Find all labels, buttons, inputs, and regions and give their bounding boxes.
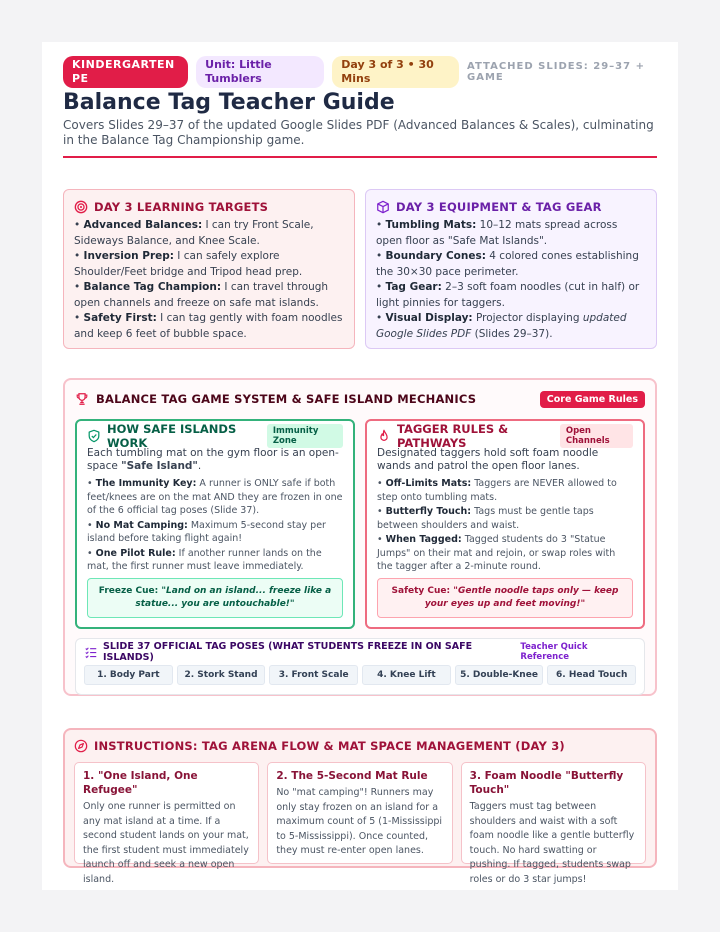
item-label: Advanced Balances: (83, 219, 203, 231)
pose-chip: 6. Head Touch (547, 665, 636, 685)
core-game-rules-button[interactable]: Core Game Rules (540, 391, 645, 408)
learning-targets-list (74, 218, 344, 342)
intro-text: Each tumbling mat on the gym floor is an open-space (87, 447, 339, 472)
list-item: • No Mat Camping: Maximum 5-second stay per island before taking flight again! (87, 519, 326, 544)
safety-cue (377, 578, 633, 618)
compass-icon (74, 739, 88, 753)
list-item: • Tag Gear: 2–3 soft foam noodles (cut in half) or light pinnies for taggers. (376, 281, 640, 309)
equipment-card (365, 189, 657, 349)
tagger-rules-panel (365, 419, 645, 629)
cue-text: "Gentle noodle taps only — keep your eyes up and feet moving!" (424, 586, 619, 609)
instruction-card (267, 762, 452, 864)
list-item: • Tumbling Mats: 10–12 mats spread across open floor as "Safe Mat Islands". (376, 219, 618, 247)
list-item: • The Immunity Key: A runner is ONLY safe if both feet/knees are on the mat AND they are frozen in one of the 6 official tag poses (Slide 37). (87, 478, 343, 516)
instructions-title: INSTRUCTIONS: TAG ARENA FLOW & MAT SPACE MANAGEMENT (DAY 3) (94, 739, 565, 753)
item-text: 2–3 soft foam noodles (cut in half) or light pinnies for taggers. (376, 281, 640, 309)
attached-slides-label: ATTACHED SLIDES: 29–37 + GAME (467, 61, 645, 83)
instructions-cards (74, 762, 646, 885)
game-system-section (63, 378, 657, 696)
tag-poses-list (84, 665, 636, 685)
item-italic-text: updated Google Slides PDF (376, 312, 627, 340)
teacher-quick-reference-label: Teacher Quick Reference (520, 642, 588, 662)
cue-label: Safety Cue: (391, 586, 451, 596)
item-text: Projector displaying (472, 312, 583, 324)
instruction-card-title: 1. "One Island, One Refugee" (83, 770, 198, 796)
rule-label: Off-Limits Mats: (385, 478, 472, 489)
equipment-heading (376, 199, 646, 215)
instruction-card (461, 762, 646, 885)
rule-text: Maximum 5-second stay per island before taking flight again! (87, 519, 326, 544)
target-icon (74, 200, 88, 214)
rule-text: Tagged students do 3 "Statue Jumps" on their mat and rejoin, or swap roles with the tagger after a 2-minute round. (377, 534, 616, 572)
day-badge: Day 3 of 3 • 30 Mins (332, 56, 459, 88)
page-subtitle: Covers Slides 29–37 of the updated Google Slides PDF (Advanced Balances & Scales), culminating in the Balance Tag Championship game. (63, 118, 654, 147)
rule-label: When Tagged: (385, 534, 462, 545)
item-text: I can travel through open channels and freeze on safe mat islands. (74, 281, 329, 309)
learning-targets-heading (74, 199, 344, 215)
title-divider (63, 156, 657, 158)
pose-chip: 5. Double-Knee (455, 665, 544, 685)
tagger-rules-title: TAGGER RULES & PATHWAYS (397, 422, 509, 450)
instruction-card-body: No "mat camping"! Runners may only stay frozen on an island for a maximum count of 5 (1-Mississippi to 5-Mississippi). Once counted, they must re-enter open lanes. (276, 787, 443, 856)
safe-islands-rules (87, 477, 343, 574)
list-item: • Balance Tag Champion: I can travel through open channels and freeze on safe mat islands. (74, 281, 329, 309)
pose-chip: 3. Front Scale (269, 665, 358, 685)
page-title: Balance Tag Teacher Guide (63, 90, 395, 115)
pose-chip: 2. Stork Stand (177, 665, 266, 685)
game-system-header (75, 390, 645, 408)
rule-label: One Pilot Rule: (95, 547, 176, 559)
safe-islands-intro (87, 447, 343, 473)
box-icon (376, 200, 390, 214)
header-badges (63, 58, 657, 85)
instruction-card-title: 3. Foam Noodle "Butterfly Touch" (469, 770, 624, 796)
item-label: Safety First: (83, 312, 157, 324)
game-system-columns (75, 419, 645, 629)
safe-islands-heading (87, 422, 343, 450)
grade-badge: KINDERGARTEN PE (63, 56, 188, 88)
open-channels-tag: Open Channels (560, 424, 633, 448)
item-label: Visual Display: (385, 312, 473, 324)
game-system-title: BALANCE TAG GAME SYSTEM & SAFE ISLAND MECHANICS (96, 392, 477, 406)
instruction-card-body: Only one runner is permitted on any mat island at a time. If a second student lands on your mat, the first student must immediately launch off and seek a new open island. (83, 801, 249, 885)
guide-page (42, 42, 678, 890)
list-icon (84, 645, 98, 659)
list-item: • Safety First: I can tag gently with foam noodles and keep 6 feet of bubble space. (74, 312, 343, 340)
flame-icon (377, 429, 391, 443)
instructions-heading (74, 738, 646, 754)
intro-end-text: . (197, 460, 202, 472)
list-item: • When Tagged: Tagged students do 3 "Statue Jumps" on their mat and rejoin, or swap roles with the tagger after a 2-minute round. (377, 534, 616, 572)
guide-content (63, 58, 657, 885)
instruction-card (74, 762, 259, 885)
learning-targets-title: DAY 3 LEARNING TARGETS (94, 200, 269, 214)
intro-bold-text: "Safe Island" (121, 460, 198, 472)
list-item: • Boundary Cones: 4 colored cones establishing the 30×30 pace perimeter. (376, 250, 639, 278)
item-text: 4 colored cones establishing the 30×30 pace perimeter. (376, 250, 639, 278)
tagger-rules-heading (377, 422, 633, 450)
tag-poses-title: SLIDE 37 OFFICIAL TAG POSES (WHAT STUDENTS FREEZE IN ON SAFE ISLANDS) (103, 641, 473, 663)
rule-label: The Immunity Key: (95, 478, 197, 489)
list-item: • Butterfly Touch: Tags must be gentle taps between shoulders and waist. (377, 506, 594, 531)
instruction-card-title: 2. The 5-Second Mat Rule (276, 770, 428, 782)
tag-poses-reference (75, 638, 645, 695)
equipment-title: DAY 3 EQUIPMENT & TAG GEAR (396, 200, 602, 214)
item-label: Boundary Cones: (385, 250, 486, 262)
cue-text: "Land on an island... freeze like a statue... you are untouchable!" (135, 586, 332, 609)
instructions-section (63, 728, 657, 885)
list-item: • One Pilot Rule: If another runner lands on the mat, the first runner must leave immediately. (87, 547, 322, 572)
list-item: • Advanced Balances: I can try Front Scale, Sideways Balance, and Knee Scale. (74, 219, 314, 247)
item-label: Balance Tag Champion: (83, 281, 222, 293)
item-text: I can tag gently with foam noodles and keep 6 feet of bubble space. (74, 312, 343, 340)
list-item: • Off-Limits Mats: Taggers are NEVER allowed to step onto tumbling mats. (377, 478, 617, 503)
item-label: Tag Gear: (385, 281, 442, 293)
item-label: Inversion Prep: (83, 250, 174, 262)
freeze-cue (87, 578, 343, 618)
list-item: • Visual Display: Projector displaying updated Google Slides PDF (Slides 29–37). (376, 312, 627, 340)
safe-islands-title: HOW SAFE ISLANDS WORK (107, 422, 237, 450)
rule-text: Taggers are NEVER allowed to step onto tumbling mats. (377, 478, 617, 503)
item-label: Tumbling Mats: (385, 219, 477, 231)
rule-text: A runner is ONLY safe if both feet/knees are on the mat AND they are frozen in one of the 6 official tag poses (Slide 37). (87, 478, 343, 516)
safe-islands-panel (75, 419, 355, 629)
rule-label: Butterfly Touch: (385, 506, 472, 517)
instruction-card-body: Taggers must tag between shoulders and waist with a soft foam noodle like a gentle butterfly touch. No hard swatting or pushing. If tagged, students swap roles or do 3 star jumps! (469, 801, 635, 885)
equipment-list (376, 218, 646, 342)
rule-text: If another runner lands on the mat, the first runner must leave immediately. (87, 547, 322, 572)
rule-label: No Mat Camping: (95, 519, 188, 531)
top-cards (63, 189, 657, 349)
immunity-zone-tag: Immunity Zone (267, 424, 343, 448)
item-text: I can safely explore Shoulder/Feet bridge and Tripod head prep. (74, 250, 303, 278)
pose-chip: 4. Knee Lift (362, 665, 451, 685)
learning-targets-card (63, 189, 355, 349)
cue-label: Freeze Cue: (98, 586, 159, 596)
item-text: I can try Front Scale, Sideways Balance, and Knee Scale. (74, 219, 314, 247)
tagger-rules-list (377, 477, 633, 574)
unit-badge: Unit: Little Tumblers (196, 56, 324, 88)
item-text-tail: (Slides 29–37). (471, 327, 553, 340)
item-text: 10–12 mats spread across open floor as "Safe Mat Islands". (376, 219, 618, 247)
rule-text: Tags must be gentle taps between shoulders and waist. (377, 506, 594, 531)
pose-chip: 1. Body Part (84, 665, 173, 685)
shield-check-icon (87, 429, 101, 443)
tagger-rules-intro: Designated taggers hold soft foam noodle wands and patrol the open floor lanes. (377, 447, 599, 472)
tag-poses-header (84, 641, 636, 663)
list-item: • Inversion Prep: I can safely explore Shoulder/Feet bridge and Tripod head prep. (74, 250, 303, 278)
trophy-icon (75, 392, 89, 406)
